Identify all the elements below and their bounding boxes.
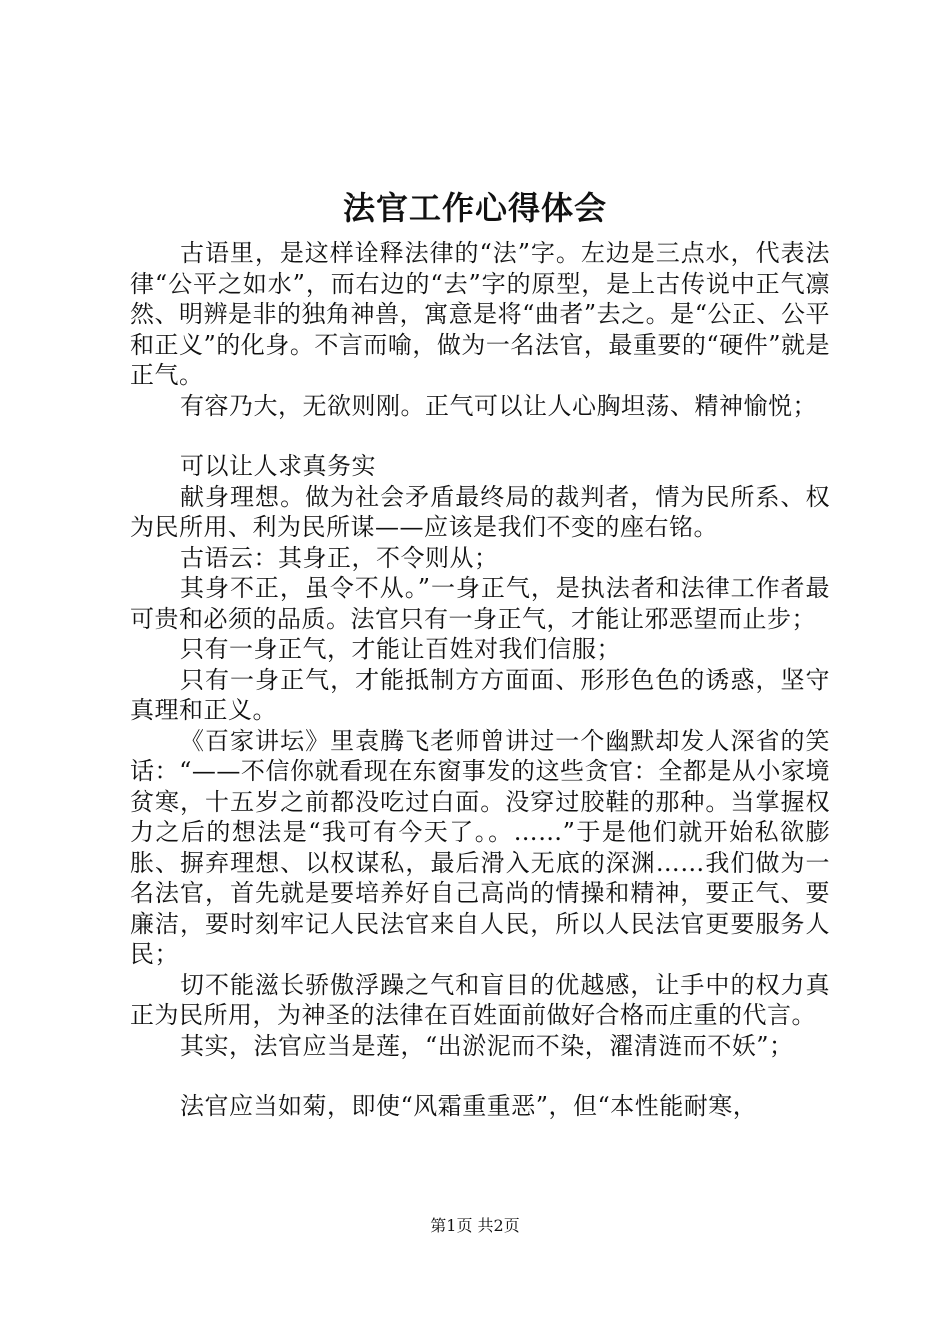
- paragraph: 只有一身正气，才能让百姓对我们信服；: [180, 635, 621, 663]
- paragraph: 其实，法官应当是莲，“出淤泥而不染，濯清涟而不妖”；: [180, 1031, 794, 1060]
- paragraph: 《百家讲坛》里袁腾飞老师曾讲过一个幽默却发人深省的笑话：“——不信你就看现在东窗事发的这些贪官：全都是从小家境贫寒，十五岁之前都没吃过白面。没穿过胶鞋的那种。当掌握权力之后的想法是“我可有今天了。。……”于是他们就开始私欲膨胀、摒弃理想、以权谋私，最后滑入无底的深渊……我们做为一名法官，首先就是要培养好自己高尚的情操和精神，要正气、要廉洁，要时刻牢记人民法官来自人民，所以人民法官更要服务人民；: [130, 726, 830, 968]
- paragraph: 有容乃大，无欲则刚。正气可以让人心胸坦荡、精神愉悦；: [180, 391, 817, 420]
- page-footer: 第1页 共2页: [430, 1216, 520, 1235]
- document-body: [130, 238, 830, 1122]
- paragraph: 其身不正，虽令不从。”一身正气，是执法者和法律工作者最可贵和必须的品质。法官只有一身正气，才能让邪恶望而止步；: [130, 574, 830, 633]
- paragraph: 古语里，是这样诠释法律的“法”字。左边是三点水，代表法律“公平之如水”，而右边的“去”字的原型，是上古传说中正气凛然、明辨是非的独角神兽，寓意是将“曲者”去之。是“公正、公平和正义”的化身。不言而喻，做为一名法官，最重要的“硬件”就是正气。: [130, 239, 830, 389]
- paragraph: 献身理想。做为社会矛盾最终局的裁判者，情为民所系、权为民所用、利为民所谋——应该是我们不变的座右铭。: [130, 482, 830, 541]
- paragraph: 可以让人求真务实: [180, 452, 376, 480]
- paragraph: 法官应当如菊，即使“风霜重重恶”，但“本性能耐寒，: [180, 1092, 758, 1120]
- paragraph: 只有一身正气，才能抵制方方面面、形形色色的诱惑，坚守真理和正义。: [130, 665, 830, 724]
- paragraph: 古语云：其身正，不令则从；: [180, 543, 499, 572]
- paragraph: 切不能滋长骄傲浮躁之气和盲目的优越感，让手中的权力真正为民所用，为神圣的法律在百姓面前做好合格而庄重的代言。: [130, 970, 830, 1029]
- document-title: 法官工作心得体会: [342, 189, 607, 227]
